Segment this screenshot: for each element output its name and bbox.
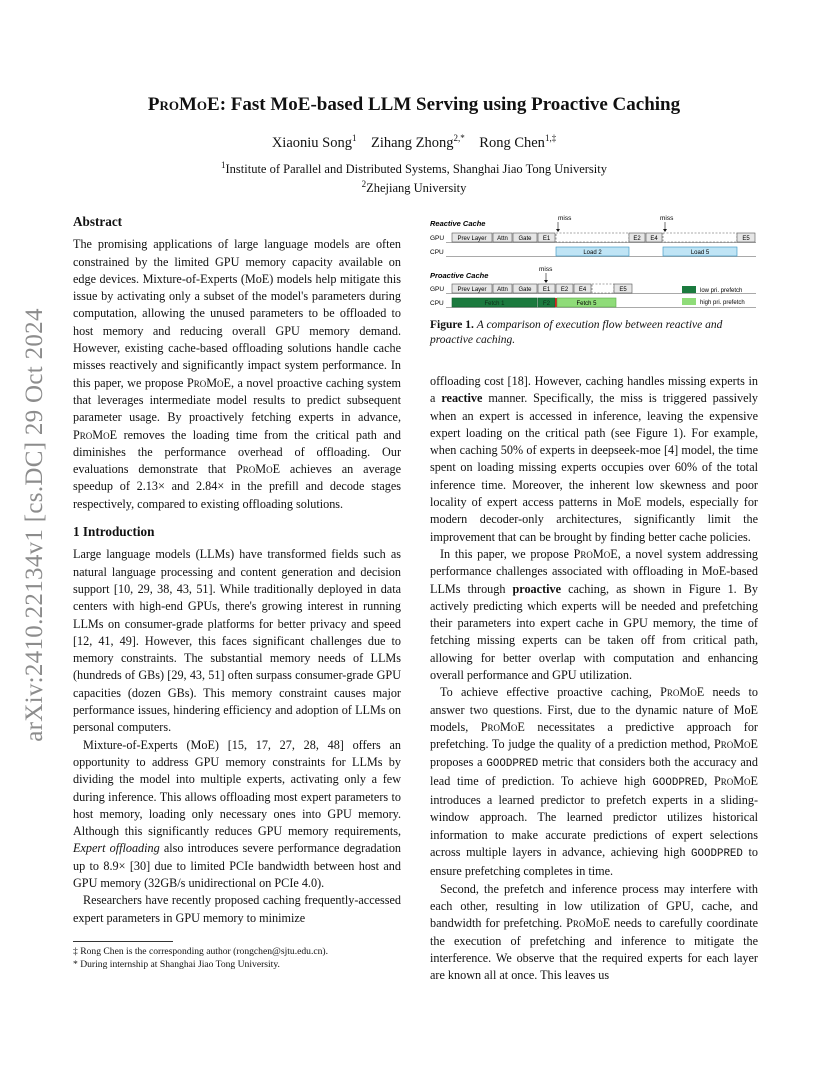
paragraph: [430, 373, 758, 546]
text-run: In this paper, we propose: [440, 546, 574, 561]
e5-text: E5: [619, 287, 627, 293]
gate-text: Gate: [518, 236, 532, 242]
paragraph: [73, 546, 401, 736]
attn-text: Attn: [497, 236, 508, 242]
text-run: achieves an average speedup of 2.13× and 2.84× in the prefill and decode stages respectively, compared to existing offloading solutions.: [73, 462, 401, 511]
fetch-5-text: Fetch 5: [576, 301, 597, 307]
styled-text-run: ProMoE: [573, 546, 618, 561]
prev-layer-text: Prev Layer: [457, 287, 487, 293]
text-run: also introduces severe performance degradation up to 8.9× [30] due to limited PCIe bandwidth between host and GPU memory (32GB/s unidirectional on PCIe 4.0).: [73, 841, 402, 890]
figure-caption: [430, 318, 758, 348]
styled-text-run: ProMoE: [660, 685, 705, 700]
gate-text: Gate: [518, 287, 532, 293]
styled-text-run: proactive: [512, 581, 562, 596]
text-run: introduces a learned predictor to prefetch experts in a sliding-window approach. The learned predictor utilizes historical information to make accurate predictions of expert selections across multiple layers in advance, achieving high: [430, 793, 758, 860]
f2-text: F2: [542, 301, 551, 307]
introduction-heading: 1 Introduction: [73, 524, 155, 540]
caption-text: A comparison of execution flow between reactive and proactive caching.: [430, 319, 723, 346]
text-run: , a novel system addressing performance challenges associated with offloading in MoE-based LLMs through: [430, 546, 759, 596]
arxiv-identifier: arXiv:2410.22134v1 [cs.DC] 29 Oct 2024: [21, 308, 49, 742]
miss-arrow-head: [556, 229, 560, 232]
styled-text-run: ProMoE: [235, 462, 281, 477]
paragraph: [73, 892, 401, 927]
footnotes: [73, 945, 413, 971]
text-run: Second, the prefetch and inference process may interfere with each other, resulting in low utilization of GPU, cache, and bandwidth for prefetching.: [430, 881, 758, 931]
execution-flow-diagram: [430, 214, 760, 314]
styled-text-run: ProMoE: [566, 916, 611, 931]
text-run: necessitates a predictive approach for prefetching. To judge the quality of a prediction method,: [430, 719, 758, 752]
e4-text: E4: [578, 287, 587, 293]
paragraph: [430, 881, 758, 985]
legend-swatch-low: [682, 286, 696, 293]
text-run: ,: [704, 773, 714, 788]
styled-text-run: ProMoE: [186, 375, 231, 390]
legend-swatch-high: [682, 298, 696, 305]
miss-arrow-head: [544, 280, 548, 283]
load-2-text: Load 2: [583, 250, 602, 256]
stall-block: [556, 233, 629, 242]
affiliation: $^2$Zhejiang University: [361, 179, 467, 196]
miss-label: miss: [558, 215, 572, 222]
styled-text-run: ProMoE: [73, 427, 118, 442]
cpu-label: CPU: [430, 300, 444, 307]
text-run: offloading cost [18]. However, caching handles missing experts in a: [430, 374, 758, 406]
text-run: caching, as shown in Figure 1. By actively predicting which experts will be needed and prefetching their parameters into expert cache in GPU memory, the time of fetching missing experts can be taken off from critical path, allowing for better overlap with computation and enhancing overall performance and GPU utilization.: [430, 581, 758, 683]
prev-layer-text: Prev Layer: [457, 236, 487, 242]
text-run: To achieve effective proactive caching,: [440, 685, 661, 700]
attn-text: Attn: [497, 287, 508, 293]
miss-arrow-head: [663, 229, 667, 232]
fetch-1-text: Fetch 1: [484, 301, 505, 307]
cpu-label: CPU: [430, 249, 444, 256]
text-run: Researchers have recently proposed caching frequently-accessed expert parameters in GPU memory to minimize: [73, 893, 401, 925]
figure-1: [430, 214, 760, 314]
text-run: Large language models (LLMs) have transformed fields such as natural language processing and content generation and decision support [10, 29, 38, 43, 51]. While traditionally deployed in data centers with high-end GPUs, there's growing interest in running LLMs on consumer-grade platforms for better privacy and speed [12, 41, 49]. However, this faces significant challenges due to memory constraints. The substantial memory needs of LLMs (hundreds of GBs) [29, 43, 51] often surpass consumer-grade GPU capacities (dozen GBs). This memory constraint causes major performance issues, hindering efficiency and adoption of LLMs on personal computers.: [73, 547, 401, 735]
paragraph: [430, 684, 758, 880]
e5-text: E5: [742, 236, 750, 242]
styled-text-run: ProMoE: [480, 719, 525, 734]
styled-text-run: ProMoE: [713, 737, 758, 752]
caption-label: Figure 1.: [430, 319, 474, 331]
e2-text: E2: [560, 287, 569, 293]
paragraph: [73, 737, 401, 893]
styled-text-run: Expert offloading: [73, 841, 160, 856]
styled-text-run: ProMoE: [713, 773, 758, 788]
stall-block: [663, 233, 737, 242]
text-run: Mixture-of-Experts (MoE) [15, 17, 27, 28, 48] offers an opportunity to address GPU memory constraints for LLMs by dividing the model into multiple experts, activating only a few during inference. This allows offloading most expert parameters to host memory, loading only necessary ones into GPU memory. Although this significantly reduces GPU memory requirements,: [73, 737, 401, 839]
legend-low-text: low pri. prefetch: [700, 288, 743, 294]
footnote-rule: [73, 941, 173, 942]
abstract-text: [73, 236, 401, 513]
text-run: proposes a: [430, 754, 487, 769]
text-run: to ensure prefetching completes in time.: [430, 845, 758, 879]
footnote: ‡ Rong Chen is the corresponding author (rongchen@sjtu.edu.cn).: [73, 946, 329, 957]
right-column: [430, 373, 758, 984]
reactive-cache-label: Reactive Cache: [430, 219, 486, 228]
gpu-label: GPU: [430, 235, 445, 242]
text-run: The promising applications of large language models are often constrained by the limited GPU memory capacity available on edge devices. Mixture-of-Experts (MoE) models help mitigate this issue by activating only a subset of the model's parameters during computation, allowing the unused parameters to be offloaded to host memory and reducing overall GPU memory demand. However, existing cache-based offloading solutions handle cache misses reactively and significantly impact system performance. In this paper, we propose: [73, 237, 401, 390]
text-run: needs to carefully coordinate the execution of prefetching and inference to mitigate the interference. We observe that the required experts for each layer are known all at once. This leaves us: [430, 916, 759, 983]
miss-label: miss: [660, 215, 674, 222]
styled-text-run: GOODPRED: [691, 848, 743, 861]
author: Xiaoniu Song$^1$: [271, 133, 357, 151]
footnote: * During internship at Shanghai Jiao Tong University.: [73, 959, 280, 970]
e4-text: E4: [650, 236, 658, 242]
paper-title: ProMoE: Fast MoE-based LLM Serving using Proactive Caching: [147, 94, 681, 115]
affiliation: $^1$Institute of Parallel and Distributed Systems, Shanghai Jiao Tong University: [221, 160, 607, 177]
proactive-cache-label: Proactive Cache: [430, 271, 489, 280]
text-run: manner. Specifically, the miss is triggered passively when an expert is accessed in inference, leaving the expensive expert loading on the critical path (see Figure 1). For example, when caching 50% of experts in deepseek-moe [4] model, the time spent on loading missing experts occupies over 60% of the total inference time. Moreover, the inherent low skewness and poor locality of expert access patterns in MoE models, especially for modern decoder-only architectures, significantly limit the improvement that can be brought by finding better cache policies.: [430, 391, 758, 544]
stall-block: [592, 284, 614, 293]
styled-text-run: GOODPRED: [652, 776, 705, 789]
author-list: [0, 133, 828, 152]
e1-text: E1: [542, 236, 551, 242]
legend-high-text: high pri. prefetch: [700, 300, 745, 306]
author: Rong Chen$^{1,\ddagger}$: [479, 133, 557, 151]
load-5-text: Load 5: [690, 250, 710, 256]
text-run: , a novel proactive caching system that leverages intermediate model results to predict subsequent parameter usage. By proactively fetching experts in advance,: [73, 375, 402, 425]
left-column: [73, 213, 401, 927]
styled-text-run: reactive: [441, 391, 483, 406]
paragraph: [430, 546, 758, 684]
styled-text-run: GOODPRED: [486, 757, 539, 770]
text-run: removes the loading time from the critical path and diminishes the performance overhead of offloading. Our evaluations demonstrate that: [73, 427, 401, 477]
text-run: needs to answer two questions. First, due to the dynamic nature of MoE models,: [430, 685, 758, 734]
gpu-label: GPU: [430, 286, 445, 293]
e2-text: E2: [633, 236, 641, 242]
author: Zihang Zhong$^{2,*}$: [370, 133, 465, 151]
abstract-heading: Abstract: [73, 214, 123, 229]
text-run: metric that considers both the accuracy and lead time of prediction. To achieve high: [430, 754, 758, 788]
e1-text: E1: [542, 287, 551, 293]
miss-label: miss: [539, 266, 553, 273]
